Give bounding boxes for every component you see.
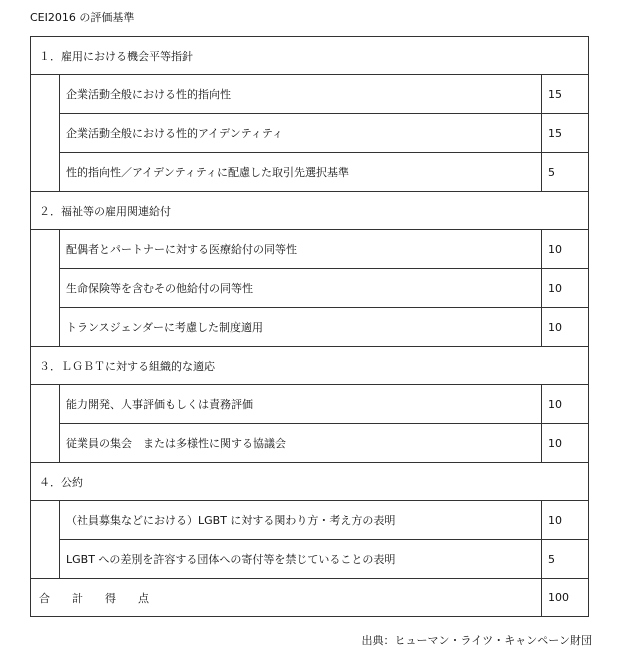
section-heading [31,463,588,501]
criterion-points: 10 [541,424,588,463]
criterion-label: 企業活動全般における性的指向性 [59,75,541,114]
criterion-label: トランスジェンダーに考慮した制度適用 [59,308,541,347]
criterion-points: 10 [541,269,588,308]
table-row [31,308,588,347]
criterion-label: 従業員の集会 または多様性に関する協議会 [59,424,541,463]
section-heading-label: ２．福祉等の雇用関連給付 [39,204,171,218]
criterion-label: LGBT への差別を許容する団体への寄付等を禁じていることの表明 [59,540,541,579]
page-title: CEI2016 の評価基準 [30,11,135,24]
criterion-points: 5 [541,540,588,579]
section-heading-label: １．雇用における機会平等指針 [39,49,193,63]
total-row [31,579,588,616]
criterion-points: 15 [541,114,588,153]
total-label: 合 計 得 点 [39,591,149,605]
criterion-label: 性的指向性／アイデンティティに配慮した取引先選択基準 [59,153,541,192]
criterion-label: （社員募集などにおける）LGBT に対する関わり方・考え方の表明 [59,501,541,540]
table-row [31,75,588,114]
table-row [31,230,588,269]
criterion-label: 配偶者とパートナーに対する医療給付の同等性 [59,230,541,269]
table-row [31,269,588,308]
section-heading [31,37,588,75]
criterion-label: 能力開発、人事評価もしくは責務評価 [59,385,541,424]
criterion-points: 5 [541,153,588,192]
section-heading-label: ３．ＬＧＢＴに対する組織的な適応 [39,359,215,373]
criterion-points: 15 [541,75,588,114]
section-heading [31,192,588,230]
table-row [31,114,588,153]
criterion-points: 10 [541,308,588,347]
criterion-points: 10 [541,501,588,540]
criterion-points: 10 [541,230,588,269]
criteria-table [30,36,589,617]
source-note: 出典：ヒューマン・ライツ・キャンペーン財団 [361,634,592,647]
table-row [31,153,588,192]
table-row [31,424,588,463]
criterion-points: 10 [541,385,588,424]
table-row [31,501,588,540]
table-row [31,540,588,579]
criterion-label: 企業活動全般における性的アイデンティティ [59,114,541,153]
section-heading [31,347,588,385]
section-heading-label: ４．公約 [39,475,83,489]
table-row [31,385,588,424]
criterion-label: 生命保険等を含むその他給付の同等性 [59,269,541,308]
total-points: 100 [541,579,588,616]
